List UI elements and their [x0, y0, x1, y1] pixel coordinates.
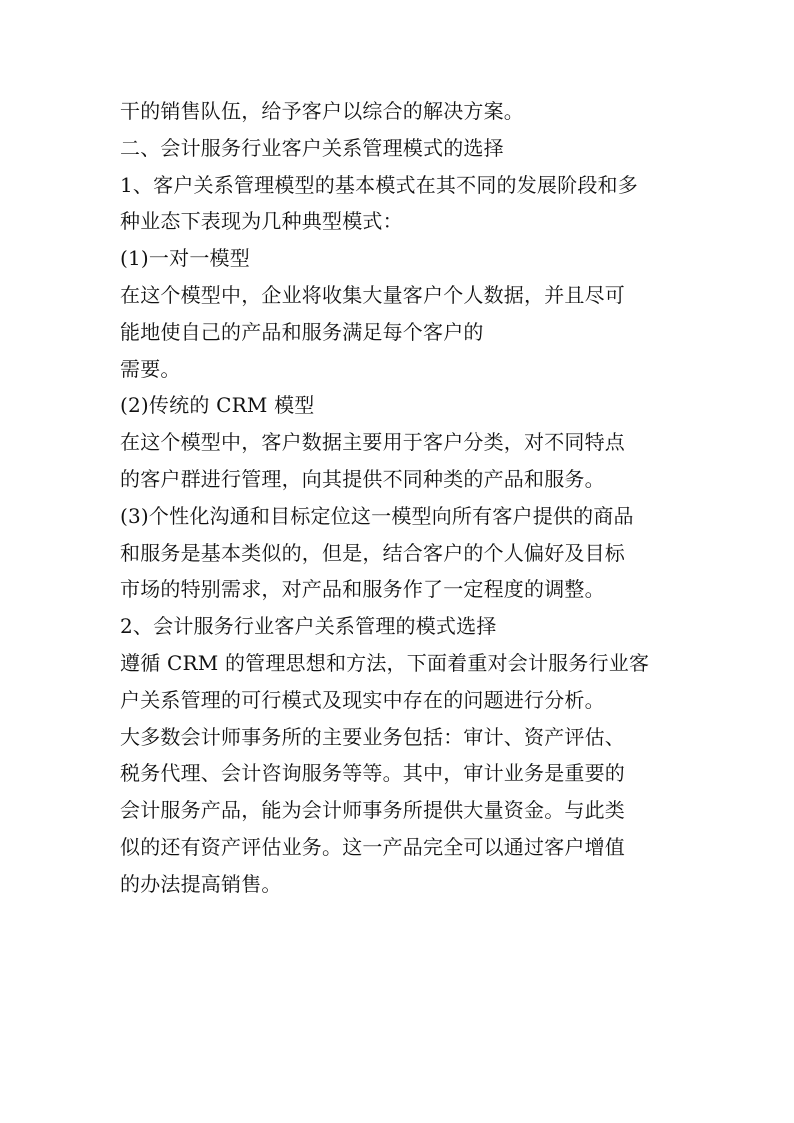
paragraph-line: 需要。 [120, 356, 181, 381]
subheading: (1)一对一模型 [120, 246, 250, 271]
section-heading: 2、会计服务行业客户关系管理的模式选择 [120, 614, 497, 639]
paragraph-line: 户关系管理的可行模式及现实中存在的问题进行分析。 [120, 687, 605, 712]
paragraph-line: 大多数会计师事务所的主要业务包括：审计、资产评估、 [120, 724, 625, 749]
paragraph-line: 和服务是基本类似的，但是，结合客户的个人偏好及目标 [120, 540, 625, 565]
document-body [120, 93, 680, 903]
paragraph-line: 能地使自己的产品和服务满足每个客户的 [120, 319, 484, 344]
paragraph-line: 的客户群进行管理，向其提供不同种类的产品和服务。 [120, 466, 605, 491]
paragraph-line: 市场的特别需求，对产品和服务作了一定程度的调整。 [120, 577, 605, 602]
subheading: (2)传统的 CRM 模型 [120, 393, 315, 418]
paragraph-line: 遵循 CRM 的管理思想和方法，下面着重对会计服务行业客 [120, 650, 650, 675]
paragraph-line: 税务代理、会计咨询服务等等。其中，审计业务是重要的 [120, 761, 625, 786]
paragraph-line: 会计服务产品，能为会计师事务所提供大量资金。与此类 [120, 798, 625, 823]
paragraph-line: 的办法提高销售。 [120, 871, 282, 896]
section-heading: 二、会计服务行业客户关系管理模式的选择 [120, 135, 504, 160]
paragraph-line: 干的销售队伍，给予客户以综合的解决方案。 [120, 99, 524, 123]
paragraph-line: (3)个性化沟通和目标定位这一模型向所有客户提供的商品 [120, 503, 634, 528]
paragraph-line: 在这个模型中，企业将收集大量客户个人数据，并且尽可 [120, 282, 625, 307]
paragraph-line: 1、客户关系管理模型的基本模式在其不同的发展阶段和多 [120, 172, 638, 197]
paragraph-line: 种业态下表现为几种典型模式： [120, 209, 403, 234]
paragraph-line: 似的还有资产评估业务。这一产品完全可以通过客户增值 [120, 834, 625, 859]
paragraph-line: 在这个模型中，客户数据主要用于客户分类，对不同特点 [120, 430, 625, 455]
